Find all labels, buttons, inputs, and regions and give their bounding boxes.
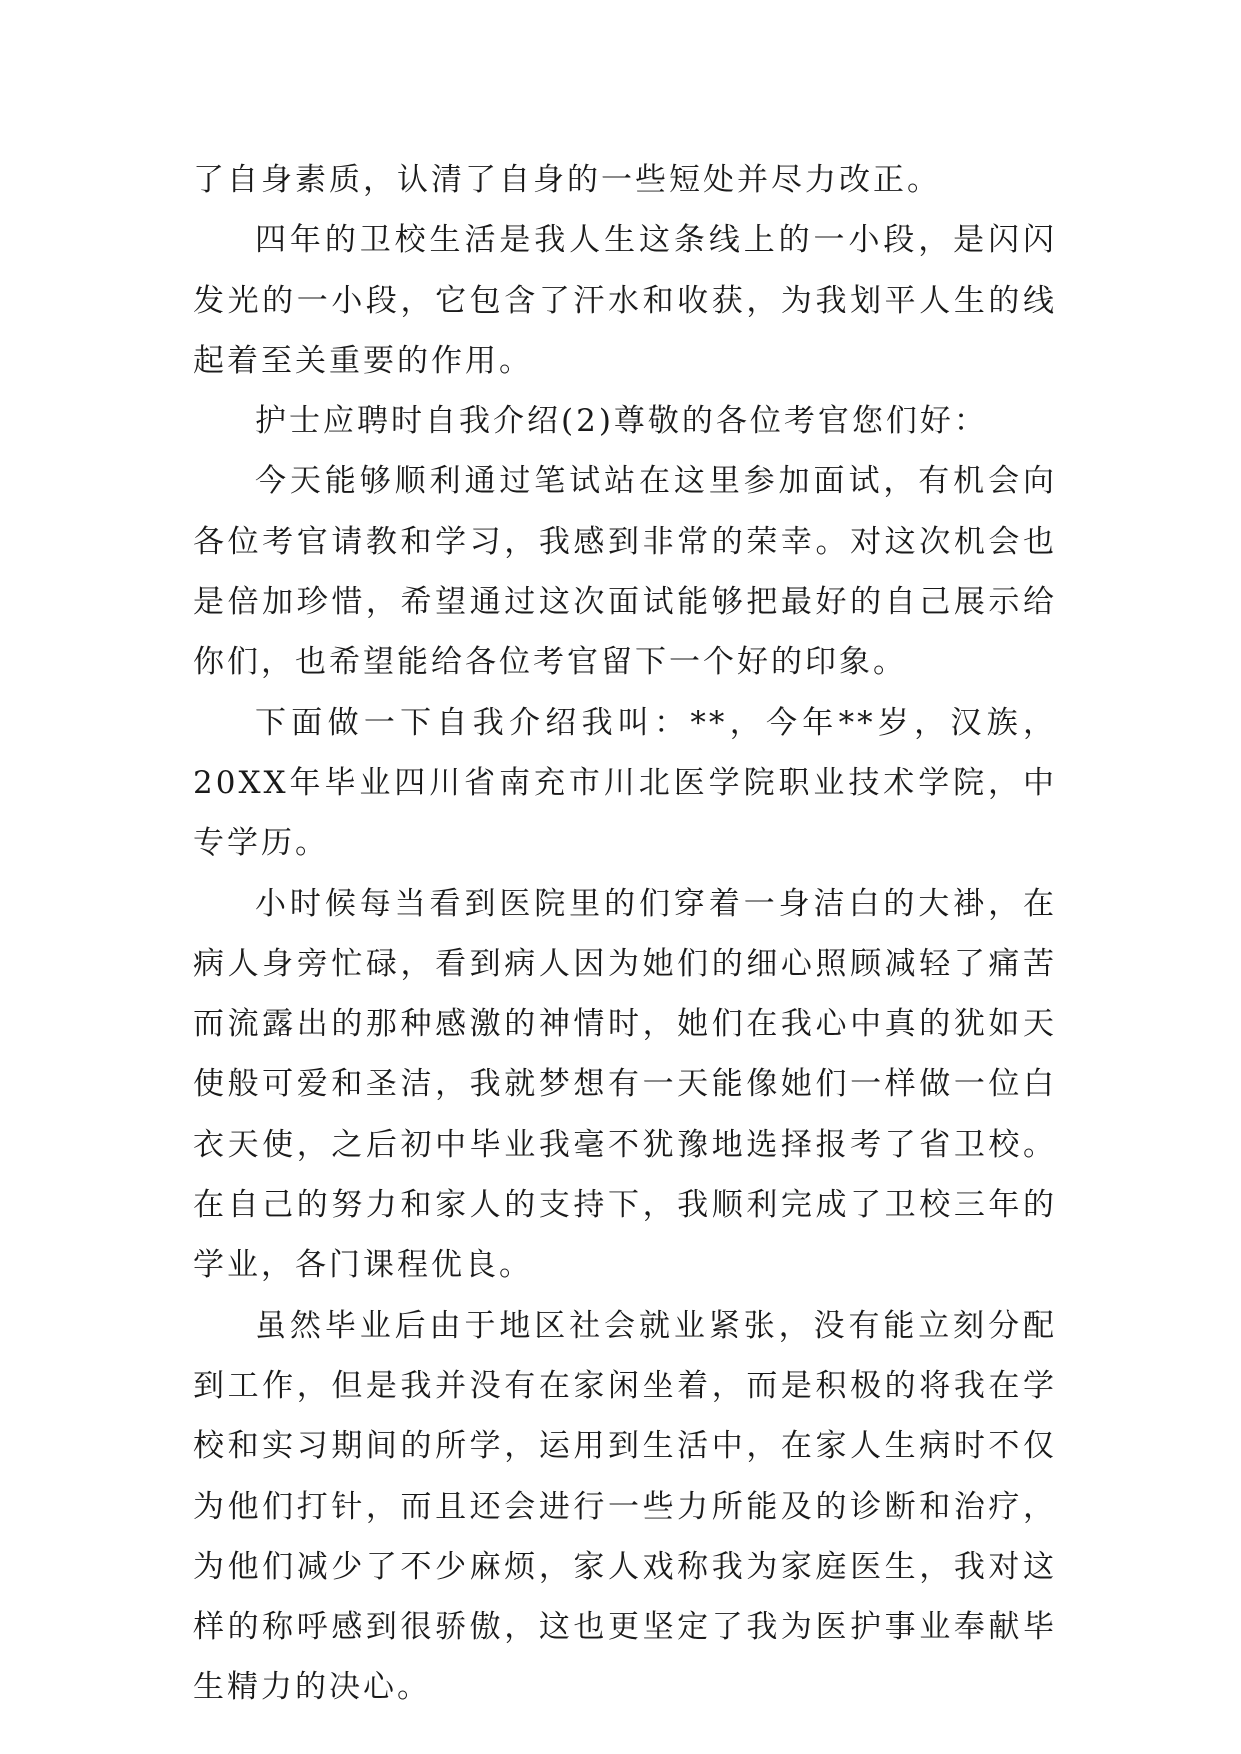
paragraph-1: 了自身素质，认清了自身的一些短处并尽力改正。 bbox=[193, 162, 941, 198]
paragraph-2: 四年的卫校生活是我人生这条线上的一小段，是闪闪发光的一小段，它包含了汗水和收获，为我划平人生的线起着至关重要的作用。 bbox=[193, 222, 1057, 379]
document-body bbox=[193, 150, 1057, 1718]
paragraph-7: 虽然毕业后由于地区社会就业紧张，没有能立刻分配到工作，但是我并没有在家闲坐着，而是积极的将我在学校和实习期间的所学，运用到生活中，在家人生病时不仅为他们打针，而且还会进行一些力所能及的诊断和治疗，为他们减少了不少麻烦，家人戏称我为家庭医生，我对这样的称呼感到很骄傲，这也更坚定了我为医护事业奉献毕生精力的决心。 bbox=[193, 1307, 1057, 1706]
paragraph-5: 下面做一下自我介绍我叫：**，今年**岁，汉族，20XX年毕业四川省南充市川北医学院职业技术学院，中专学历。 bbox=[193, 704, 1057, 862]
paragraph-3-heading: 护士应聘时自我介绍(2)尊敬的各位考官您们好： bbox=[255, 403, 988, 440]
paragraph-6: 小时候每当看到医院里的们穿着一身洁白的大褂，在病人身旁忙碌，看到病人因为她们的细心照顾减轻了痛苦而流露出的那种感激的神情时，她们在我心中真的犹如天使般可爱和圣洁，我就梦想有一天能像她们一样做一位白衣天使，之后初中毕业我毫不犹豫地选择报考了省卫校。在自己的努力和家人的支持下，我顺利完成了卫校三年的学业，各门课程优良。 bbox=[193, 885, 1057, 1284]
paragraph-4: 今天能够顺利通过笔试站在这里参加面试，有机会向各位考官请教和学习，我感到非常的荣幸。对这次机会也是倍加珍惜，希望通过这次面试能够把最好的自己展示给你们，也希望能给各位考官留下一个好的印象。 bbox=[193, 463, 1057, 681]
